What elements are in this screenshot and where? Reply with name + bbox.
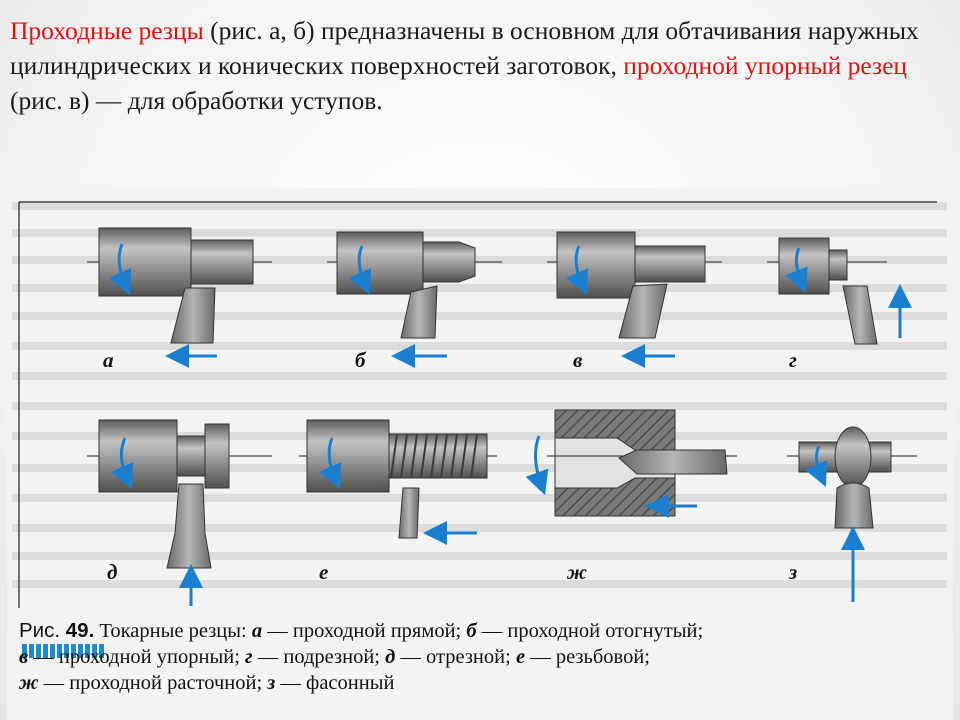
label-v: в: [573, 348, 583, 372]
label-e: е: [319, 560, 329, 584]
cutter-z: [787, 427, 917, 602]
lathe-cutters-figure: [7, 188, 953, 720]
label-d: д: [107, 560, 118, 584]
cutter-e: [299, 420, 497, 538]
label-zh: ж: [567, 560, 587, 584]
label-g: г: [789, 348, 797, 372]
label-z: з: [789, 560, 798, 584]
label-a: а: [103, 348, 114, 372]
figure-caption: Рис. 49. Токарные резцы: а — проходной прямой; б — проходной отогнутый; в — проходной упорный; г — подрезной; д — отрезной; е — резьбовой; ж — проходной расточной; з — фасонный: [19, 619, 704, 694]
intro-paragraph: [10, 13, 950, 118]
cutter-v: [547, 232, 722, 356]
cutter-b: [327, 232, 502, 356]
intro-text-2: (рис. в) — для обработки уступов.: [10, 86, 383, 115]
term-through-cutters: Проходные резцы: [10, 16, 204, 45]
intro-text-1: (рис. а, б) предназначены в основном для обтачивания наружных цилиндрических и конических поверхностей заготовок,: [10, 16, 919, 80]
caption-prefix: Рис. 49.: [19, 619, 95, 642]
label-b: б: [355, 348, 366, 372]
caption-title: Токарные резцы:: [99, 620, 247, 642]
term-stop-cutter: проходной упорный резец: [623, 51, 908, 80]
